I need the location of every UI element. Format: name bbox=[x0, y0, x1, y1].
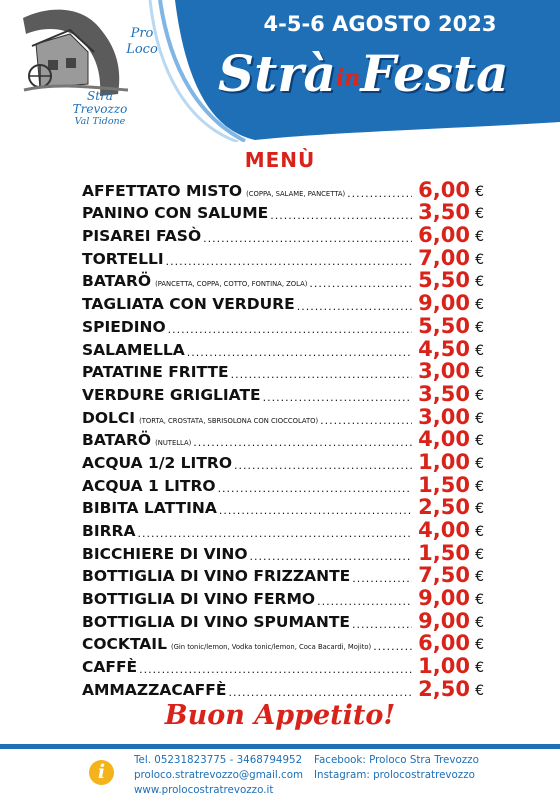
menu-item-name: PANINO CON SALUME bbox=[82, 204, 269, 223]
menu-item-price: 2,50 bbox=[418, 676, 470, 701]
currency-symbol: € bbox=[475, 569, 484, 586]
menu-item-note: (Gin tonic/lemon, Vodka tonic/lemon, Coca Bacardi, Mojito) bbox=[170, 643, 372, 652]
menu-item bbox=[82, 428, 484, 451]
menu-list bbox=[82, 178, 484, 700]
info-icon: i bbox=[89, 760, 114, 785]
currency-symbol: € bbox=[475, 524, 484, 540]
menu-item-name: PISAREI FASÒ bbox=[82, 227, 202, 246]
menu-item bbox=[82, 223, 484, 246]
currency-symbol: € bbox=[475, 183, 484, 200]
currency-symbol: € bbox=[475, 365, 484, 382]
menu-item bbox=[82, 314, 484, 337]
dot-leader bbox=[297, 300, 412, 314]
menu-item-note: (NUTELLA) bbox=[155, 439, 192, 448]
menu-item bbox=[82, 677, 484, 700]
menu-item-name: BIBITA LATTINA bbox=[82, 499, 217, 518]
menu-item-name: TAGLIATA CON VERDURE bbox=[82, 295, 295, 314]
dot-leader bbox=[166, 255, 412, 269]
dot-leader bbox=[203, 232, 412, 246]
currency-symbol: € bbox=[475, 274, 484, 291]
menu-item-price: 6,00 bbox=[418, 223, 470, 248]
dot-leader bbox=[352, 618, 412, 632]
menu-item bbox=[82, 496, 484, 519]
event-title-part-1: Strà bbox=[218, 44, 336, 103]
currency-symbol: € bbox=[475, 251, 484, 268]
menu-item-name: BOTTIGLIA DI VINO FRIZZANTE bbox=[82, 567, 351, 586]
menu-item bbox=[82, 632, 484, 655]
currency-symbol: € bbox=[475, 229, 484, 246]
currency-symbol: € bbox=[475, 546, 484, 563]
menu-item-name: SPIEDINO bbox=[82, 317, 166, 336]
currency-symbol: € bbox=[475, 614, 484, 631]
menu-item-name: BATARÖ bbox=[82, 272, 152, 291]
menu-item bbox=[82, 609, 484, 632]
dot-leader bbox=[228, 686, 412, 700]
menu-item-name: CAFFÈ bbox=[82, 658, 138, 677]
menu-item-note: (COPPA, SALAME, PANCETTA) bbox=[246, 189, 346, 198]
menu-item-price: 1,00 bbox=[418, 449, 470, 474]
currency-symbol: € bbox=[475, 297, 484, 314]
menu-item-note: (TORTA, CROSTATA, SBRISOLONA CON CIOCCOLATO) bbox=[139, 416, 319, 425]
dot-leader bbox=[234, 459, 412, 473]
menu-item-price: 4,00 bbox=[418, 427, 470, 452]
menu-item-name: BOTTIGLIA DI VINO FERMO bbox=[82, 590, 316, 609]
dot-leader bbox=[139, 663, 412, 677]
menu-item-name: BICCHIERE DI VINO bbox=[82, 544, 248, 563]
menu-item-price: 4,00 bbox=[418, 518, 470, 542]
currency-symbol: € bbox=[475, 433, 484, 450]
organization-line-2: Loco bbox=[126, 42, 158, 57]
event-title bbox=[218, 44, 509, 108]
menu-item-name: VERDURE GRIGLIATE bbox=[82, 385, 261, 404]
menu-item-name: AFFETTATO MISTO bbox=[82, 181, 243, 200]
menu-item-price: 9,00 bbox=[418, 291, 470, 316]
menu-item-price: 5,50 bbox=[418, 313, 470, 338]
menu-item-price: 1,50 bbox=[418, 472, 470, 497]
menu-item-price: 9,00 bbox=[418, 586, 470, 611]
website-link[interactable]: www.prolocostratrevozzo.it bbox=[134, 784, 274, 796]
menu-item-price: 1,00 bbox=[418, 654, 470, 679]
organization-line-1: Pro bbox=[130, 26, 154, 41]
dot-leader bbox=[352, 572, 412, 586]
dot-leader bbox=[193, 436, 412, 450]
currency-symbol: € bbox=[475, 478, 484, 495]
menu-item bbox=[82, 473, 484, 496]
menu-item bbox=[82, 564, 484, 587]
place-line-2: Trevozzo bbox=[72, 102, 128, 116]
currency-symbol: € bbox=[475, 319, 484, 336]
social-info bbox=[314, 753, 479, 783]
contact-info bbox=[134, 753, 303, 798]
currency-symbol: € bbox=[475, 206, 484, 223]
menu-item-price: 7,00 bbox=[418, 245, 470, 270]
menu-item-name: DOLCI bbox=[82, 408, 136, 427]
dot-leader bbox=[187, 346, 412, 360]
dot-leader bbox=[231, 368, 412, 382]
menu-item-note: (PANCETTA, COPPA, COTTO, FONTINA, ZOLA) bbox=[155, 280, 308, 289]
menu-item bbox=[82, 269, 484, 292]
dot-leader bbox=[168, 323, 412, 337]
menu-item-name: TORTELLI bbox=[82, 249, 164, 268]
dot-leader bbox=[250, 550, 412, 564]
menu-item-name: AMMAZZACAFFÈ bbox=[82, 680, 227, 699]
menu-item bbox=[82, 654, 484, 677]
menu-item bbox=[82, 291, 484, 314]
menu-item-name: BATARÖ bbox=[82, 431, 152, 450]
organization-name bbox=[112, 26, 172, 58]
footer-divider bbox=[0, 744, 560, 749]
dot-leader bbox=[219, 504, 412, 518]
header bbox=[0, 0, 560, 142]
menu-item bbox=[82, 246, 484, 269]
currency-symbol: € bbox=[475, 660, 484, 677]
currency-symbol: € bbox=[475, 387, 484, 404]
instagram-handle[interactable]: Instagram: prolocostratrevozzo bbox=[314, 769, 475, 781]
dot-leader bbox=[270, 209, 412, 223]
menu-item bbox=[82, 337, 484, 360]
menu-item-price: 9,00 bbox=[418, 608, 470, 633]
menu-item-name: COCKTAIL bbox=[82, 635, 167, 654]
menu-item-price: 7,50 bbox=[418, 563, 470, 588]
menu-item-price: 6,00 bbox=[418, 631, 470, 656]
place-line-1: Strà bbox=[87, 89, 113, 103]
menu-item-price: 5,50 bbox=[418, 268, 470, 293]
currency-symbol: € bbox=[475, 501, 484, 518]
dot-leader bbox=[320, 414, 412, 428]
dot-leader bbox=[263, 391, 412, 405]
menu-item-name: ACQUA 1/2 LITRO bbox=[82, 453, 233, 472]
dot-leader bbox=[317, 595, 412, 609]
menu-item-price: 4,50 bbox=[418, 336, 470, 361]
menu-item bbox=[82, 586, 484, 609]
menu-item-name: BIRRA bbox=[82, 522, 136, 540]
menu-item-price: 1,50 bbox=[418, 540, 470, 565]
menu-item bbox=[82, 541, 484, 564]
menu-item-price: 3,00 bbox=[418, 404, 470, 429]
currency-symbol: € bbox=[475, 682, 484, 699]
menu-title: MENÙ bbox=[244, 148, 316, 172]
event-title-part-2: in bbox=[335, 65, 361, 91]
menu-item-name: BOTTIGLIA DI VINO SPUMANTE bbox=[82, 612, 351, 631]
menu-item-name: ACQUA 1 LITRO bbox=[82, 476, 216, 495]
menu-item-price: 6,00 bbox=[418, 177, 470, 202]
facebook-handle[interactable]: Facebook: Proloco Stra Trevozzo bbox=[314, 754, 479, 766]
dot-leader bbox=[218, 482, 412, 496]
dot-leader bbox=[309, 277, 412, 291]
closing-message: Buon Appetito! bbox=[164, 700, 396, 731]
event-dates: 4-5-6 AGOSTO 2023 bbox=[263, 12, 497, 36]
menu-item bbox=[82, 360, 484, 383]
currency-symbol: € bbox=[475, 342, 484, 359]
place-line-3: Val Tidone bbox=[74, 116, 126, 127]
dot-leader bbox=[373, 640, 412, 654]
menu-item bbox=[82, 450, 484, 473]
menu-item-price: 3,50 bbox=[418, 200, 470, 225]
currency-symbol: € bbox=[475, 410, 484, 427]
menu-item-price: 2,50 bbox=[418, 495, 470, 520]
menu-item bbox=[82, 201, 484, 224]
menu-item bbox=[82, 405, 484, 428]
menu-item bbox=[82, 382, 484, 405]
event-title-part-3: Festa bbox=[360, 44, 509, 103]
menu-item-price: 3,00 bbox=[418, 359, 470, 384]
place-name bbox=[40, 90, 160, 127]
currency-symbol: € bbox=[475, 592, 484, 609]
menu-item-price: 3,50 bbox=[418, 381, 470, 406]
email-address: proloco.stratrevozzo@gmail.com bbox=[134, 769, 304, 781]
menu-item-name: PATATINE FRITTE bbox=[82, 363, 229, 382]
menu-item bbox=[82, 518, 484, 541]
phone-numbers: Tel. 05231823775 - 3468794952 bbox=[134, 754, 303, 766]
dot-leader bbox=[137, 527, 412, 541]
currency-symbol: € bbox=[475, 637, 484, 654]
menu-item bbox=[82, 178, 484, 201]
dot-leader bbox=[347, 187, 412, 201]
menu-item-name: SALAMELLA bbox=[82, 340, 185, 359]
currency-symbol: € bbox=[475, 455, 484, 472]
